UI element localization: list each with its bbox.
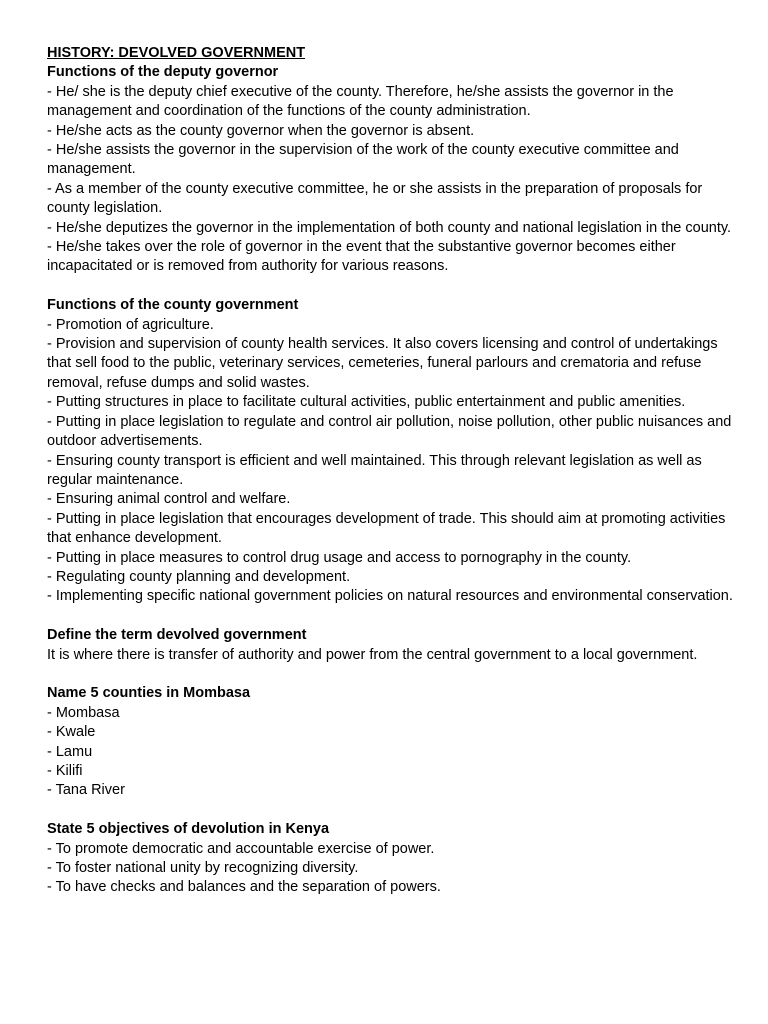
- list-item: - Implementing specific national government policies on natural resources and environmental conservation.: [47, 588, 733, 605]
- list-item: - Lamu: [47, 743, 93, 760]
- section-spacer: [47, 607, 737, 626]
- list-item: - Regulating county planning and development.: [47, 568, 351, 585]
- list-item: - To promote democratic and accountable exercise of power.: [47, 840, 435, 857]
- list-item: - He/she deputizes the governor in the implementation of both county and national legislation in the county.: [47, 219, 732, 236]
- list-item: - He/ she is the deputy chief executive of the county. Therefore, he/she assists the governor in the management and coordination of the functions of the county administration.: [47, 83, 674, 120]
- section-spacer: [47, 665, 737, 684]
- list-item: - Ensuring animal control and welfare.: [47, 491, 291, 508]
- list-item: - Ensuring county transport is efficient and well maintained. This through relevant legislation as well as regular maintenance.: [47, 452, 702, 488]
- list-item: - Putting structures in place to facilitate cultural activities, public entertainment and public amenities.: [47, 394, 686, 411]
- section-heading: Functions of the county government: [47, 297, 299, 314]
- list-item: - To foster national unity by recognizing diversity.: [47, 860, 359, 876]
- section-county-government: [47, 296, 737, 607]
- list-item: - Mombasa: [47, 704, 120, 721]
- list-item: - As a member of the county executive committee, he or she assists in the preparation of proposals for county legislation.: [47, 180, 703, 217]
- section-counties: [47, 684, 737, 800]
- page-title: HISTORY: DEVOLVED GOVERNMENT: [47, 45, 306, 61]
- section-heading: Functions of the deputy governor: [47, 64, 279, 81]
- list-item: - Provision and supervision of county health services. It also covers licensing and control of undertakings that sell food to the public, veterinary services, cemeteries, funeral parlours and crematoria and refuse removal, refuse dumps and solid wastes.: [47, 336, 718, 391]
- list-item: - Tana River: [47, 782, 125, 799]
- section-spacer: [47, 277, 737, 296]
- list-item: - Putting in place legislation to regulate and control air pollution, noise pollution, other public nuisances and outdoor advertisements.: [47, 413, 732, 450]
- section-heading: State 5 objectives of devolution in Kenya: [47, 821, 330, 838]
- section-objectives: [47, 820, 737, 898]
- section-spacer: [47, 801, 737, 820]
- list-item: - To have checks and balances and the separation of powers.: [47, 879, 441, 896]
- list-item: - Putting in place measures to control drug usage and access to pornography in the county.: [47, 549, 632, 566]
- list-item: - He/she takes over the role of governor in the event that the substantive governor becomes either incapacitated or is removed from authority for various reasons.: [47, 239, 676, 275]
- list-item: - Kwale: [47, 724, 96, 741]
- list-item: - He/she acts as the county governor when the governor is absent.: [47, 122, 475, 139]
- section-deputy-governor: [47, 63, 737, 276]
- section-heading: Define the term devolved government: [47, 627, 307, 644]
- list-item: - Putting in place legislation that encourages development of trade. This should aim at promoting activities that enhance development.: [47, 510, 726, 547]
- document-page: [47, 44, 737, 898]
- paragraph: It is where there is transfer of authority and power from the central government to a local government.: [47, 646, 698, 663]
- section-heading: Name 5 counties in Mombasa: [47, 685, 251, 702]
- list-item: - He/she assists the governor in the supervision of the work of the county executive committee and management.: [47, 142, 679, 178]
- section-definition: [47, 626, 737, 665]
- list-item: - Promotion of agriculture.: [47, 316, 214, 333]
- list-item: - Kilifi: [47, 762, 83, 779]
